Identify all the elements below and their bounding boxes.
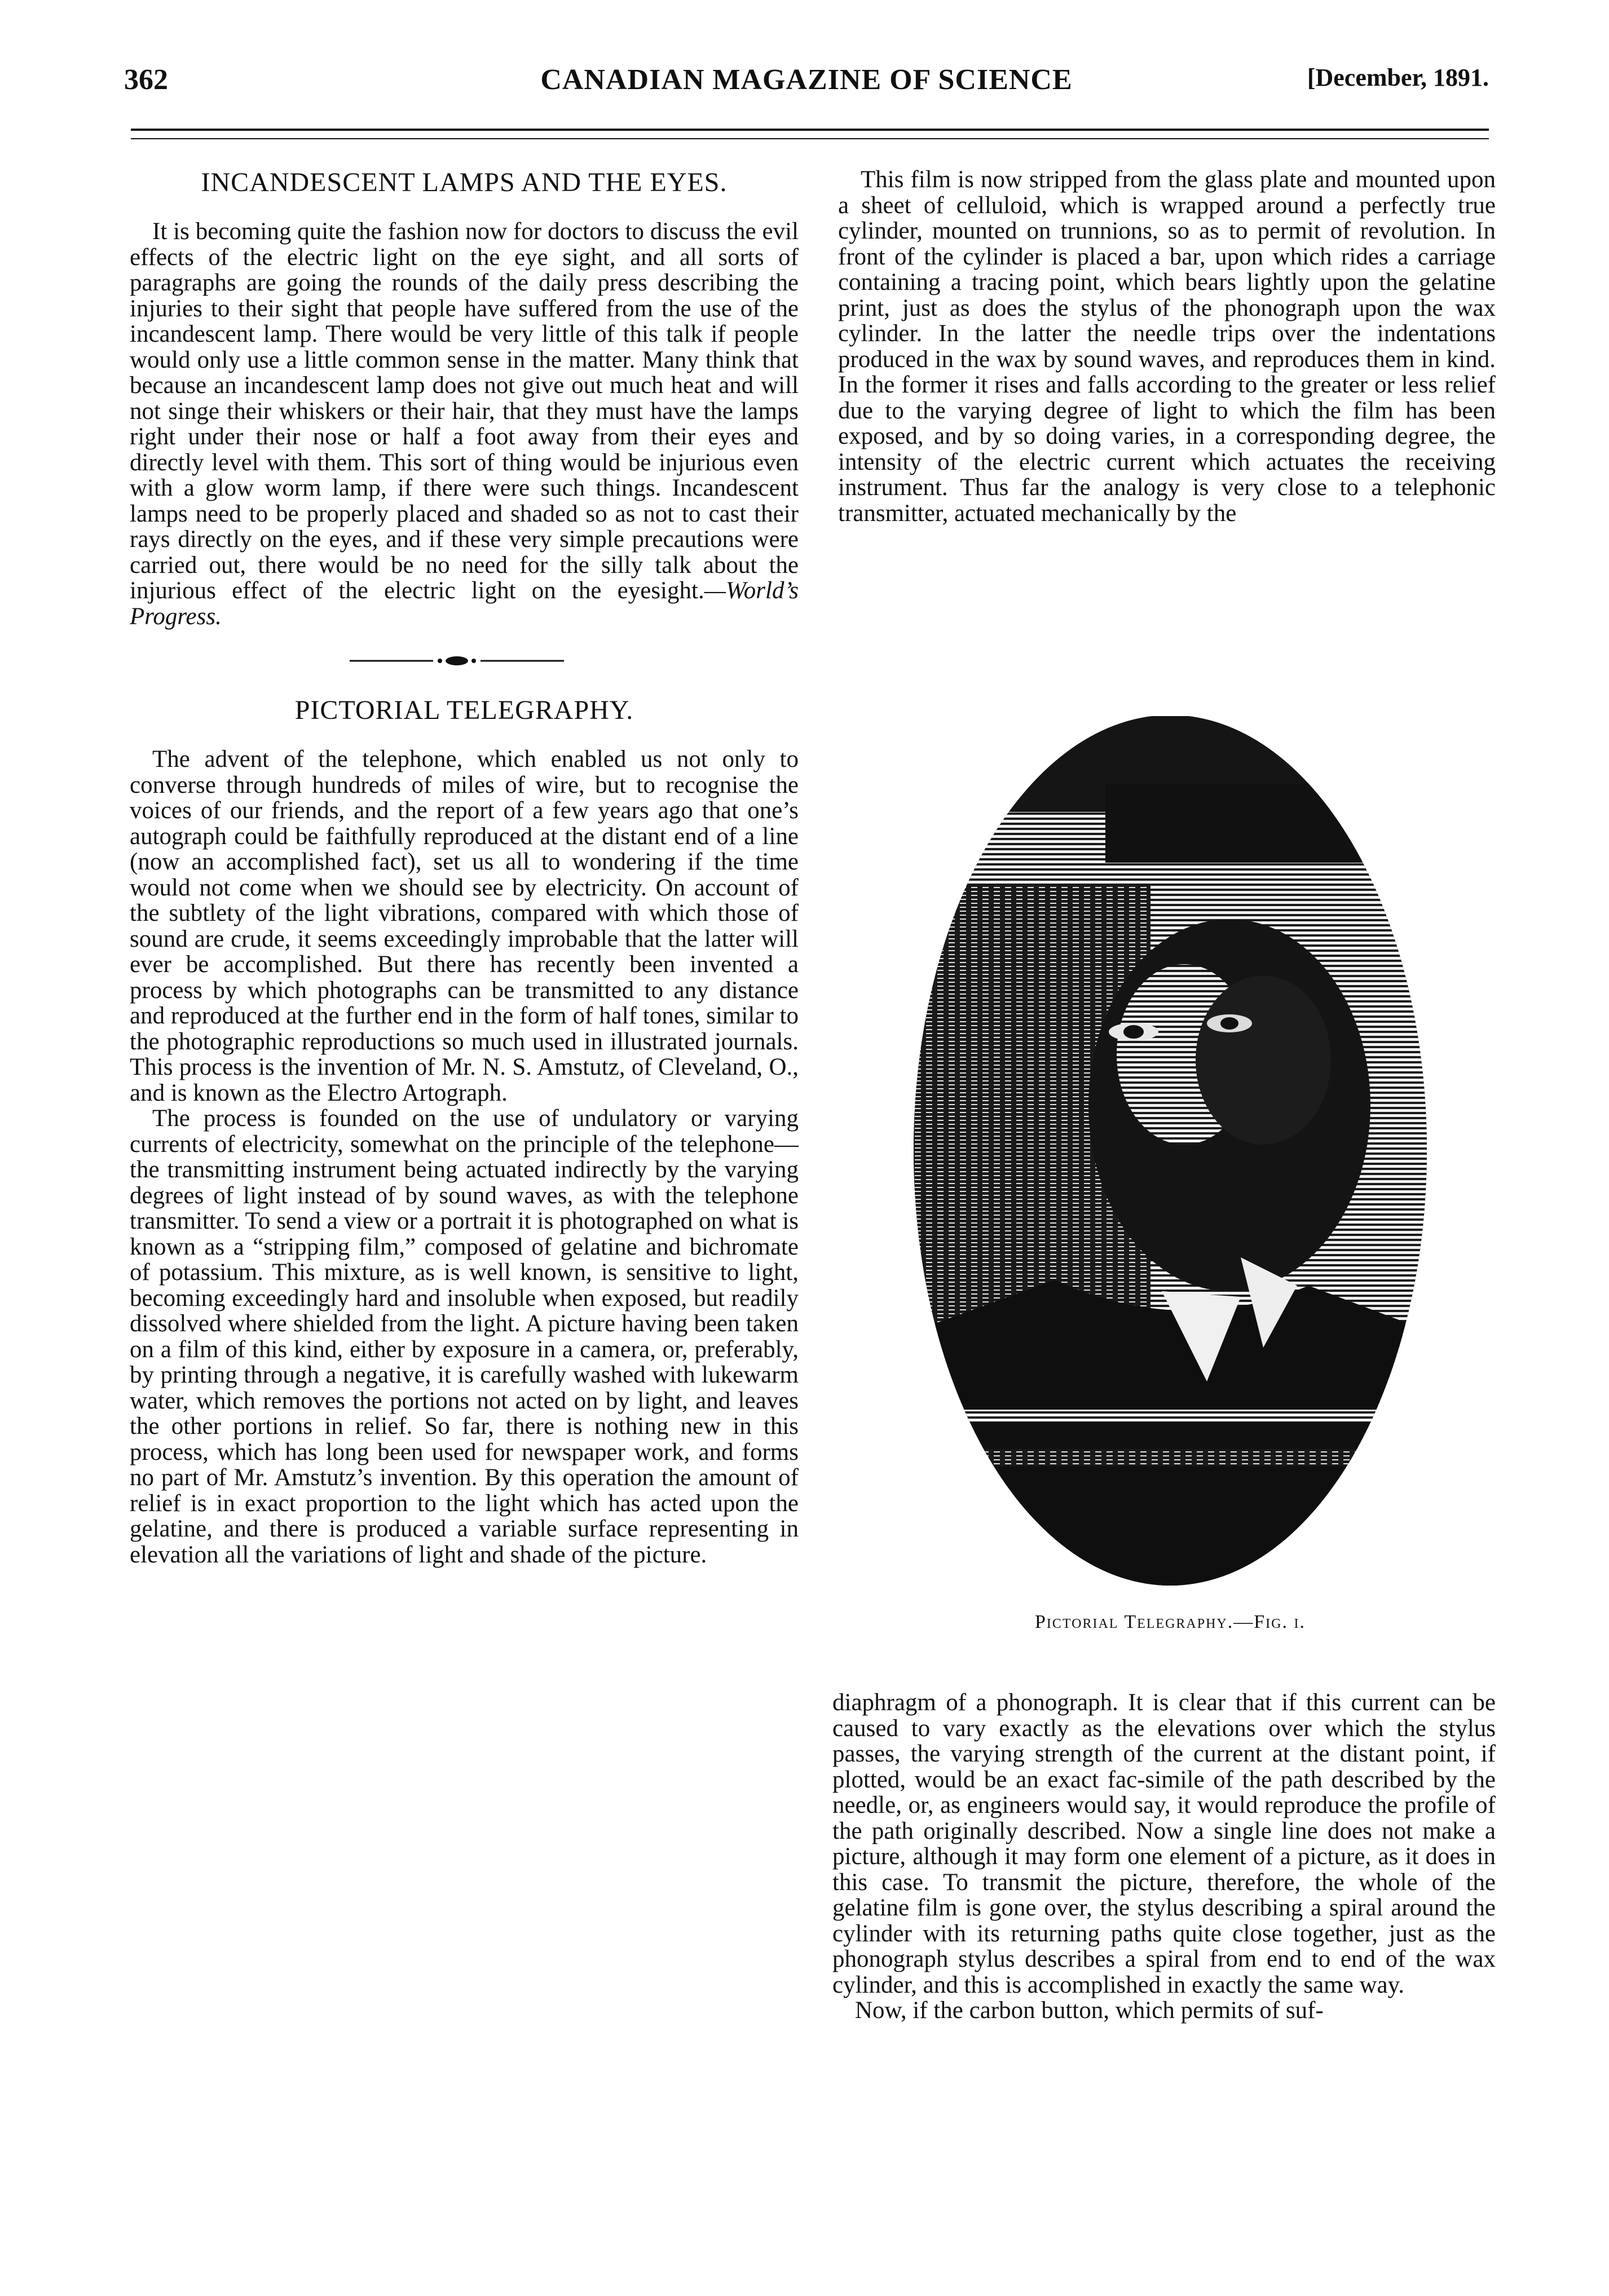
portrait-figure [869,716,1472,1652]
telegraphed-portrait-image [869,716,1472,1596]
lamps-article-source: —World’s Progress. [130,577,799,630]
lamps-article-title: INCANDESCENT LAMPS AND THE EYES. [201,167,728,197]
header-rule [131,129,1489,131]
lamps-article-text: It is becoming quite the fashion now for doctors to discuss the evil effects of the electric light on the eye sight, and all sorts of paragraphs are going the rounds of the daily press describing the injuries to their sight that people have suffered from the use of the incandescent lamp. There would be very little of this talk if people would only use a little common sense in the matter. Many think that because an incandescent lamp does not give out much heat and will not singe their whiskers or their hair, that they must have the lamps right under their nose or half a foot away from their eyes and directly level with them. This sort of thing would be injurious even with a glow worm lamp, if there were such things. Incandescent lamps need to be properly placed and shaded so as not to cast their rays directly on the eyes, and if these very simple precautions were carried out, there would be no need for the silly talk about the injurious effect of the electric light on the eyesight. [130,218,799,604]
telegraphy-article-title: PICTORIAL TELEGRAPHY. [294,695,634,725]
right-column-bottom [832,1690,1496,2024]
running-head [124,63,1489,103]
telegraphy-continued-top: This film is now stripped from the glass plate and mounted upon a sheet of celluloid, which is wrapped around a perfectly true cylinder, mounted on trunnions, so as to permit of revolution. In front of the cylinder is placed a bar, upon which rides a carriage containing a tracing point, which bears lightly upon the gelatine print, just as does the stylus of the phonograph upon the wax cylinder. In the latter the needle trips over the indentations produced in the wax by sound waves, and reproduces them in kind. In the former it rises and falls according to the greater or less relief due to the varying degree of light to which the film has been exposed, and by so doing varies, in a corresponding degree, the intensity of the electric current which actuates the receiving instrument. Thus far the analogy is very close to a telephonic transmitter, actuated mechanically by the [838,166,1496,527]
header-rule-thin [131,138,1489,139]
issue-date: [December, 1891. [1307,64,1489,91]
page-number: 362 [124,64,168,96]
telegraphy-continued-bottom: diaphragm of a phonograph. It is clear that if this current can be caused to vary exactly as the elevations over which the stylus passes, the varying strength of the current at the distant point, if plotted, would be an exact fac-simile of the path described by the needle, or, as engineers would say, it would reproduce the profile of the path originally described. Now a single line does not make a picture, although it may form one element of a picture, as it does in this case. To transmit the picture, therefore, the whole of the gelatine film is gone over, the stylus describing a spiral around the cylinder with its returning paths quite close together, just as the phonograph stylus describes a spiral from end to end of the wax cylinder, and this is accomplished in exactly the same way. [832,1689,1496,1998]
telegraphy-paragraph-1: The advent of the telephone, which enabled us not only to converse through hundreds of miles of wire, but to recognise the voices of our friends, and the report of a few years ago that one’s autograph could be faithfully reproduced at the distant end of a line (now an accomplished fact), set us all to wondering if the time would not come when we should see by electricity. On account of the subtlety of the light vibrations, compared with which those of sound are crude, it seems exceedingly improbable that the latter will ever be accomplished. But there has recently been invented a process by which photographs can be transmitted to any distance and reproduced at the further end in the form of half tones, similar to the photographic reproductions so much used in illustrated journals. This process is the invention of Mr. N. S. Amstutz, of Cleveland, O., and is known as the Electro Artograph. [130,746,799,1106]
section-ornament [130,650,799,672]
lamps-article-body [130,219,799,629]
left-column [130,167,799,1568]
journal-title: CANADIAN MAGAZINE OF SCIENCE [540,64,1073,96]
ornament-divider-icon [350,650,564,672]
right-column-top [838,167,1496,526]
telegraphy-paragraph-2: The process is founded on the use of undulatory or varying currents of electricity, somewhat on the principle of the telephone—the transmitting instrument being actuated indirectly by the varying degrees of light instead of by sound waves, as with the telephone transmitter. To send a view or a portrait it is photographed on what is known as a “stripping film,” composed of gelatine and bichromate of potassium. This mixture, as is well known, is sensitive to light, becoming exceedingly hard and insoluble when exposed, but readily dissolved where shielded from the light. A picture having been taken on a film of this kind, either by exposure in a camera, or, preferably, by printing through a negative, it is carefully washed with lukewarm water, which removes the portions not acted on by light, and leaves the other portions in relief. So far, there is nothing new in this process, which has long been used for newspaper work, and forms no part of Mr. Amstutz’s invention. By this operation the amount of relief is in exact proportion to the light which has acted upon the gelatine, and there is produced a variable surface representing in elevation all the variations of light and shade of the picture. [130,1105,799,1568]
figure-caption: Pictorial Telegraphy.—Fig. i. [1034,1611,1306,1632]
telegraphy-final-line: Now, if the carbon button, which permits of suf- [855,1997,1324,2024]
